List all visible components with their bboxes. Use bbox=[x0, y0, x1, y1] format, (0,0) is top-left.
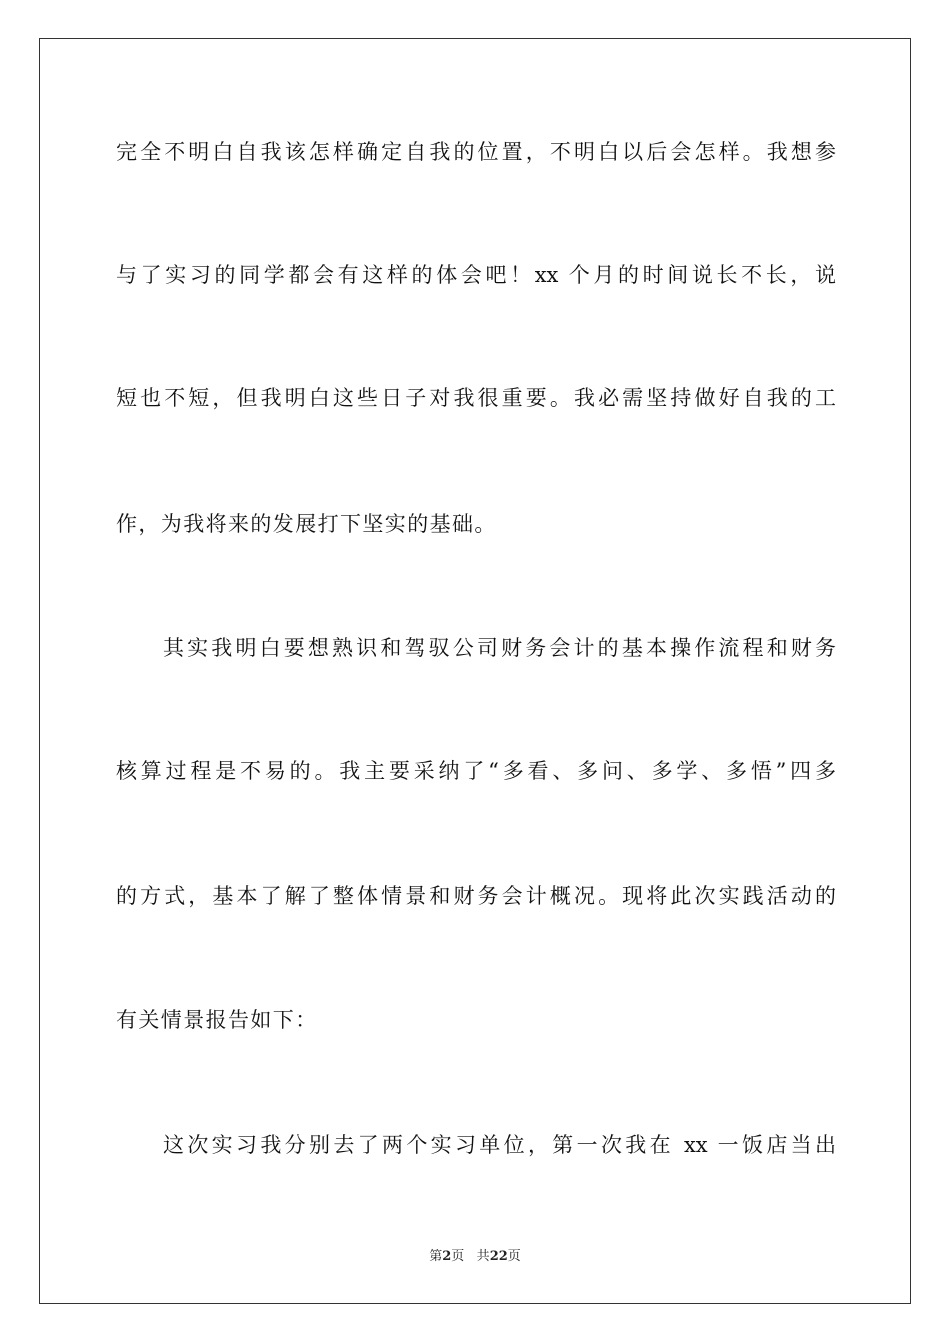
text-line-2: 与了实习的同学都会有这样的体会吧！xx 个月的时间说长不长，说 bbox=[116, 263, 836, 287]
page-footer bbox=[0, 1248, 950, 1266]
footer-total-pages: 22 bbox=[489, 1249, 508, 1264]
page-border bbox=[39, 38, 911, 1304]
text-line-6: 核算过程是不易的。我主要采纳了“多看、多问、多学、多悟”四多 bbox=[116, 759, 836, 783]
footer-page-number: 2 bbox=[442, 1249, 452, 1264]
text-line-4: 作，为我将来的发展打下坚实的基础。 bbox=[116, 512, 497, 536]
footer-page-suffix: 页 bbox=[451, 1249, 465, 1264]
text-line-9: 这次实习我分别去了两个实习单位，第一次我在 xx 一饭店当出 bbox=[163, 1133, 836, 1157]
footer-total-suffix: 页 bbox=[507, 1249, 521, 1264]
footer-page-prefix: 第 bbox=[429, 1249, 443, 1264]
text-line-5: 其实我明白要想熟识和驾驭公司财务会计的基本操作流程和财务 bbox=[163, 636, 836, 660]
text-line-3: 短也不短，但我明白这些日子对我很重要。我必需坚持做好自我的工 bbox=[116, 386, 836, 410]
text-line-1: 完全不明白自我该怎样确定自我的位置，不明白以后会怎样。我想参 bbox=[116, 140, 836, 164]
text-line-8: 有关情景报告如下： bbox=[116, 1008, 318, 1032]
text-line-7: 的方式，基本了解了整体情景和财务会计概况。现将此次实践活动的 bbox=[116, 884, 836, 908]
footer-total-prefix: 共 bbox=[476, 1249, 490, 1264]
